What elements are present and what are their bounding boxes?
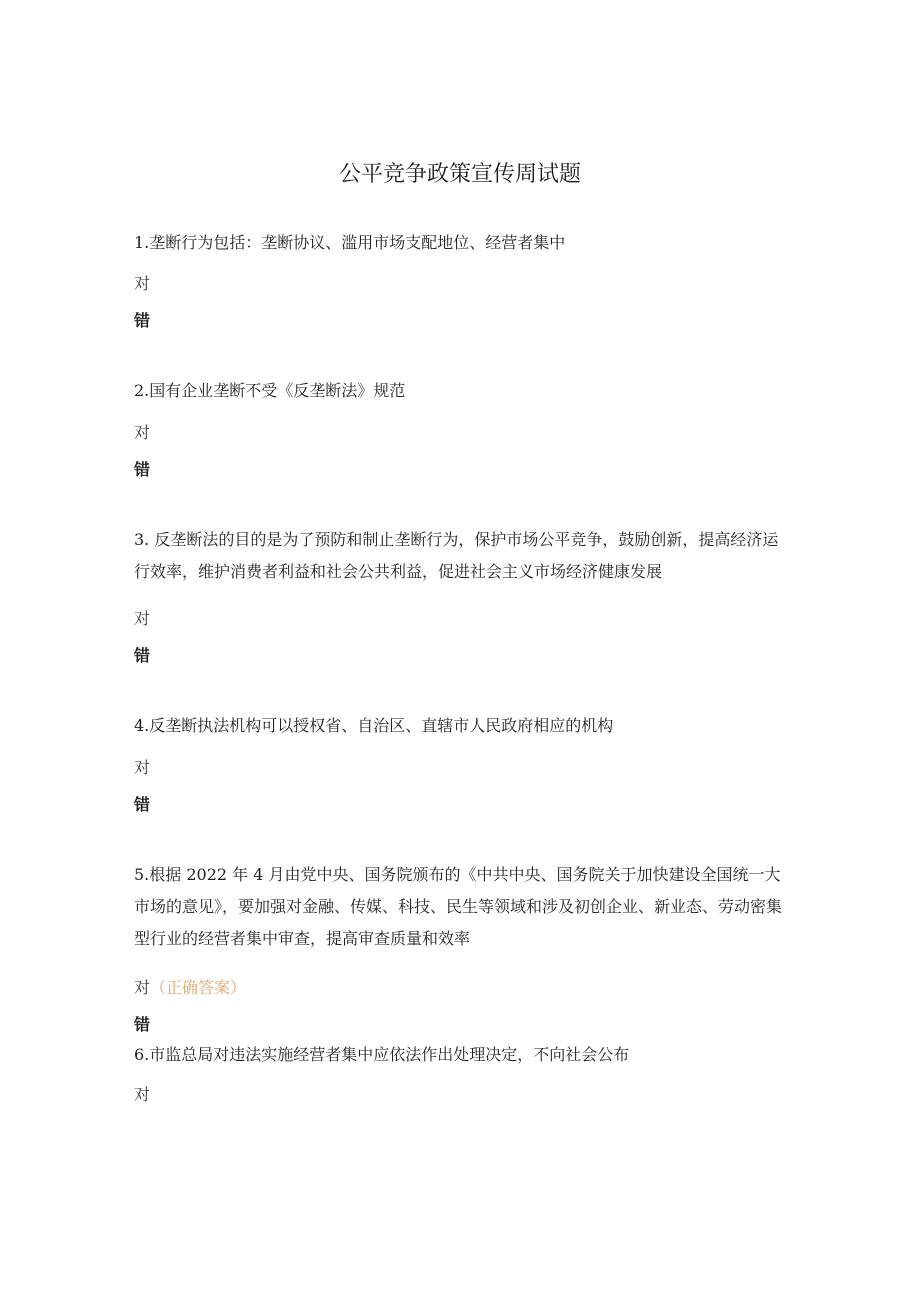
question-4-text: 4.反垄断执法机构可以授权省、自治区、直辖市人民政府相应的机构 [134, 716, 614, 735]
question-5-option-true[interactable] [134, 976, 246, 1000]
question-5-option-false[interactable]: 错 [134, 1015, 151, 1034]
question-3-option-false[interactable]: 错 [134, 646, 151, 665]
question-4-option-true[interactable]: 对 [134, 758, 151, 777]
question-3-option-true[interactable]: 对 [134, 609, 151, 628]
question-3-text: 3. 反垄断法的目的是为了预防和制止垄断行为，保护市场公平竞争，鼓励创新，提高经济运行效率，维护消费者利益和社会公共利益，促进社会主义市场经济健康发展 [134, 530, 779, 581]
question-2-option-true[interactable]: 对 [134, 423, 151, 442]
question-1-text: 1.垄断行为包括：垄断协议、滥用市场支配地位、经营者集中 [134, 233, 566, 252]
question-6-text: 6.市监总局对违法实施经营者集中应依法作出处理决定，不向社会公布 [134, 1045, 630, 1064]
question-1-option-true[interactable]: 对 [134, 274, 151, 293]
question-2-text: 2.国有企业垄断不受《反垄断法》规范 [134, 381, 406, 400]
question-5-text: 5.根据 2022 年 4 月由党中央、国务院颁布的《中共中央、国务院关于加快建设全国统一大市场的意见》，要加强对金融、传媒、科技、民生等领域和涉及初创企业、新业态、劳动密集型行业的经营者集中审查，提高审查质量和效率 [134, 865, 783, 948]
question-6-option-true[interactable]: 对 [134, 1085, 151, 1104]
correct-answer-mark: （正确答案） [150, 978, 247, 997]
question-4-option-false[interactable]: 错 [134, 795, 151, 814]
question-5-option-true-label: 对 [134, 978, 151, 997]
question-2-option-false[interactable]: 错 [134, 460, 151, 479]
question-1-option-false[interactable]: 错 [134, 311, 151, 330]
page-title: 公平竞争政策宣传周试题 [338, 162, 581, 187]
